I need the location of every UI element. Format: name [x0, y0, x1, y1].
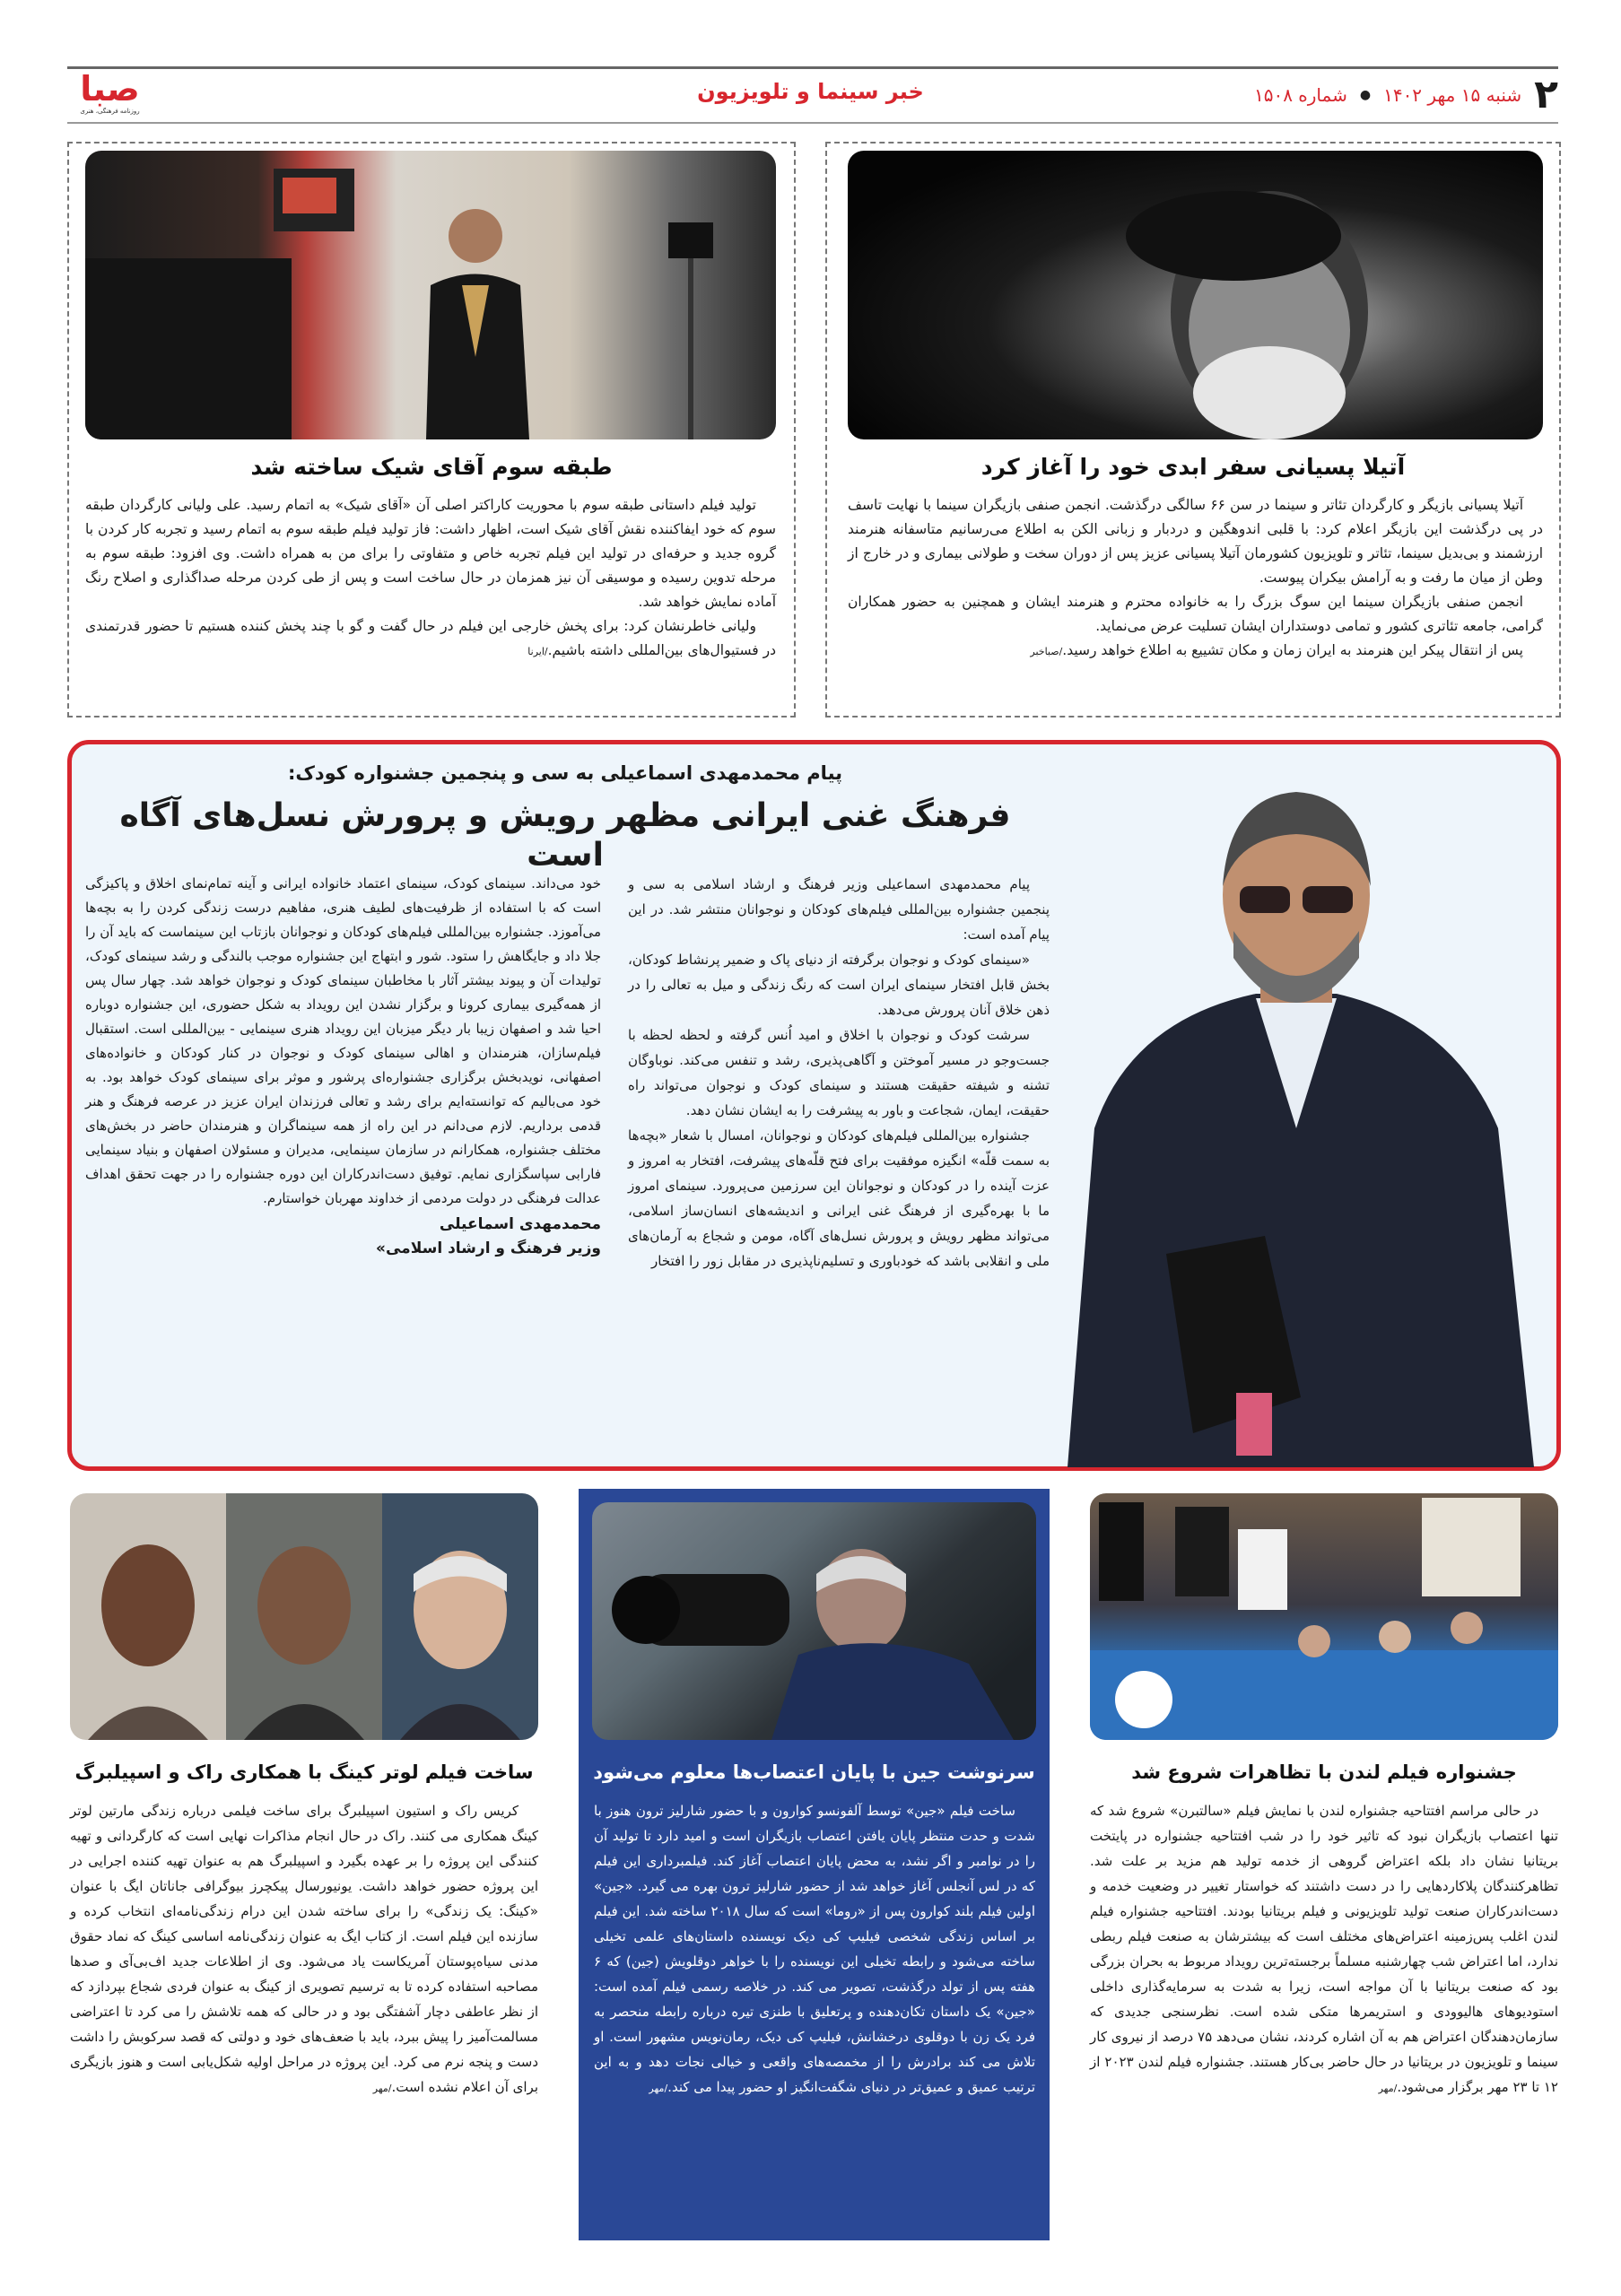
newspaper-logo [67, 70, 153, 115]
photo-london-protest [1090, 1493, 1558, 1740]
header-top-rule [67, 66, 1558, 69]
photo-three-portraits [70, 1493, 538, 1740]
article-body [594, 1798, 1035, 2101]
issue-date: شنبه ۱۵ مهر ۱۴۰۲ [1383, 84, 1522, 106]
logo-tagline: روزنامه فرهنگی، هنری [80, 108, 140, 115]
paragraph-text: پس از انتقال پیکر این هنرمند به ایران زمان و مکان تشییع به اطلاع خواهد رسید. [1062, 642, 1523, 658]
paragraph: «سینمای کودک و نوجوان برگرفته از دنیای پاک و ضمیر پرنشاط کودکان، بخش قابل افتخار سینمای ایران است که رنگ زندگی و میل به تعالی را در ذهن خلاق آنان پرورش می‌دهد. [628, 952, 1050, 1018]
article-title: سرنوشت جین با پایان اعتصاب‌ها معلوم می‌شود [593, 1761, 1035, 1783]
paragraph: آتیلا پسیانی بازیگر و کارگردان تئاتر و سینما در سن ۶۶ سالگی درگذشت. انجمن صنفی بازیگران سینما با نهایت تاسف در پی درگذشت این بازیگر اعلام کرد: با قلبی اندوهگین و دردبار و زبانی الکن به اطلاع می‌رسانیم متاسفانه هنرمند ارزشمند و بی‌بدیل سینما، تئاتر و تلویزیون کشورمان آتیلا پسیانی عزیز پس از دوران سخت و طولانی بیماری و در خارج از وطن از میان ما رفت و به آرامش بیکران پیوست. [848, 497, 1543, 586]
message-headline: فرهنگ غنی ایرانی مظهر رویش و پرورش نسل‌های آگاه است [119, 797, 1011, 874]
article-body [70, 1798, 538, 2101]
article-body [1090, 1798, 1558, 2101]
portrait-silhouette-icon [848, 151, 1543, 439]
paragraph [594, 1798, 1035, 2101]
article-body [85, 493, 776, 664]
photo-film-set [85, 151, 776, 439]
photo-cuaron-camera [592, 1502, 1036, 1740]
logo-text: صبا [80, 69, 140, 109]
issue-number: شماره ۱۵۰۸ [1253, 84, 1347, 106]
message-column-2 [85, 872, 601, 1261]
message-kicker: پیام محمدمهدی اسماعیلی به سی و پنجمین جشنواره کودک: [287, 762, 843, 784]
paragraph-text: در حالی مراسم افتتاحیه جشنواره لندن با نمایش فیلم «سالتبرن» شروع شد که تنها اعتصاب بازیگران نبود که تاثیر خود را در شب افتتاحیه جشنواره در پایتخت بریتانیا نشان داد بلکه اعتراض گروهی از خدمه تولید هم مزید بر علت شد. تظاهرکنندگان پلاکاردهایی را در دست داشتند که خواستار تغییر در وضعیت خدمه و دست‌اندرکاران صنعت تولید تلویزیونی و فیلم بریتانیا بودند. افتتاحیه جشنواره فیلم لندن اغلب پس‌زمینه اعتراض‌های مختلف است که بیشترشان به صنعت فیلم ربطی ندارد، اما اعتراض شب چهارشنبه مسلماً برجسته‌ترین رویداد مربوط به بحران بزرگی بود که صنعت بریتانیا با آن مواجه است، زیرا به شدت به سرمایه‌گذاری داخلی استودیوهای هالیوودی و استریمرها متکی شده است. نظرسنجی جدیدی که سازمان‌دهندگان اعتراض هم به آن اشاره کردند، نشان می‌دهد ۷۵ درصد از نیروی کار سینما و تلویزیون در بریتانیا در حال حاضر بی‌کار هستند. جشنواره فیلم لندن ۲۰۲۳ از ۱۲ تا ۲۳ مهر برگزار می‌شود. [1090, 1803, 1558, 2095]
news-source: /ایرنا [527, 646, 548, 657]
article-title: طبقه سوم آقای شیک ساخته شد [250, 454, 613, 480]
article-title: آتیلا پسیانی سفر ابدی خود را آغاز کرد [980, 454, 1406, 480]
photo-atila-pasyani [848, 151, 1543, 439]
news-source: /مهر [372, 2083, 392, 2094]
news-source: /مهر [1378, 2083, 1398, 2094]
paragraph: خود می‌داند. سینمای کودک، سینمای اعتماد خانواده ایرانی و آینه تمام‌نمای اخلاق و پاکیزگی است که با استفاده از ظرفیت‌های لطیف هنری، مفاهیم درست زندگی کردن را به بچه‌ها می‌آموزد. جشنواره بین‌المللی فیلم‌های کودکان و نوجوانان بازتاب این سینماست که باید آن را جلا داد و جایگاهش را ستود. شور و ابتهاج این جشنواره موجب بالندگی و رشد سینمای کودک، تولیدات آن و پیوند بیشتر آثار با مخاطبان سینمای کودک و نوجوان خواهد شد. چهار سال پس از همه‌گیری بیماری کرونا و برگزار نشدن این رویداد به شکل حضوری، این جشنواره دوباره احیا شد و اصفهان زیبا بار دیگر میزبان این رویداد هنری سینمایی - بین‌المللی است. استقبال فیلم‌سازان، هنرمندان و اهالی سینمای کودک و نوجوان در کنار کودکان و خانواده‌های اصفهانی، نویدبخش برگزاری جشنواره‌ای پرشور و موثر برای سینمای کودک خواهد بود. به خود می‌بالیم که توانسته‌ایم برای رشد و تعالی فرزندان ایران عزیز در عرصه فرهنگ و هنر قدمی برداریم. لازم می‌دانم در این راه از همه سینماگران و هنرمندان حاضر در بخش‌های مختلف جشنواره، همکارانم در سازمان سینمایی، مدیران و مسئولان اصفهان و بنیاد سینمایی فارابی سپاسگزاری نمایم. توفیق دست‌اندرکاران این دوره جشنواره را در جهت تحقق اهداف عدالت فرهنگی در دولت مردمی از خداوند مهربان خواستارم. [85, 875, 601, 1206]
paragraph-text: ولیانی خاطرنشان کرد: برای پخش خارجی این فیلم در حال گفت و گو با چند پخش کننده هستیم تا حضور قدرتمندی در فستیوال‌های بین‌المللی داشته باشیم. [85, 618, 776, 658]
protest-scene-icon [1090, 1493, 1558, 1740]
paragraph [1090, 1798, 1558, 2101]
paragraph [70, 1798, 538, 2101]
section-title: خبر سینما و تلویزیون [697, 79, 924, 104]
signature-title: وزیر فرهنگ و ارشاد اسلامی» [376, 1239, 601, 1257]
paragraph-text: ساخت فیلم «جین» توسط آلفونسو کوارون و با حضور شارلیز ترون هنوز با شدت و حدت منتظر پایان یافتن اعتصاب بازیگران است و امید دارد تا تولید آن را در نوامبر و اگر نشد، به محض پایان اعتصاب آغاز کند. فیلمبرداری این فیلم که در لس آنجلس آغاز خواهد شد از حضور شارلیز ترون بهره می گیرد. «جین» اولین فیلم بلند کوارون پس از «روما» است که سال ۲۰۱۸ ساخته شد. این فیلم بر اساس زندگی شخصی فیلیپ کی دیک نویسنده داستان‌های علمی تخیلی ساخته می‌شود و رابطه تخیلی این نویسنده را با خواهر دوقلویش (جین) که ۶ هفته پس از تولد درگذشت، تصویر می کند. در خلاصه رسمی فیلم آمده است: «جین» یک داستان تکان‌دهنده و پرتعلیق با طنزی تیره درباره رابطه منحصر به فرد یک زن با دوقلوی درخشانش، فیلیپ کی دیک، رمان‌نویس مشهور است. او تلاش می کند برادرش را از مخمصه‌های واقعی و خیالی نجات دهد و به این ترتیب عمیق و عمیق‌تر در دنیای شگفت‌انگیز او حضور پیدا می کند. [594, 1803, 1035, 2095]
paragraph [848, 639, 1543, 664]
paragraph: پیام محمدمهدی اسماعیلی وزیر فرهنگ و ارشاد اسلامی به سی و پنجمین جشنواره بین‌المللی فیلم‌های کودکان و نوجوانان منتشر شد. در این پیام آمده است: [628, 876, 1050, 943]
news-source: /صباخبر [1030, 646, 1063, 657]
photo-minister [1032, 752, 1556, 1467]
paragraph: سرشت کودک و نوجوان با اخلاق و امید اُنس گرفته و لحظه لحظه با جست‌وجو در مسیر آموختن و آگاهی‌پذیری، رشد و تنفس می‌کند. نوباوگان تشنه و شیفته حقیقت هستند و سینمای کودک و نوجوان می‌تواند راه حقیقت، ایمان، شجاعت و باور به پیشرفت را به ایشان نشان دهد. [628, 1027, 1050, 1118]
message-column-1 [628, 872, 1050, 1274]
paragraph: جشنواره بین‌المللی فیلم‌های کودکان و نوجوانان، امسال با شعار «بچه‌ها به سمت قلّه» انگیزه موفقیت برای فتح قلّه‌های پیشرفت، افتخار به امروز و عزت آینده را در کودکان و نوجوانان این سرزمین می‌پرورد. سینمای امروز ما با بهره‌گیری از فرهنگ غنی ایرانی و اندیشه‌های انسان‌ساز اسلامی، می‌تواند مظهر رویش و پرورش نسل‌های آگاه، مومن و شجاع به آرمان‌های ملی و انقلابی باشد که خودباوری و تسلیم‌ناپذیری در مقابل زور را افتخار [628, 1127, 1050, 1269]
paragraph: تولید فیلم داستانی طبقه سوم با محوریت کاراکتر اصلی آن «آقای شیک» به اتمام رسید. علی ولیانی کارگردان طبقه سوم که خود ایفاکننده نقش آقای شیک است، اظهار داشت: فاز تولید فیلم طبقه سوم به اتمام رسید و تجربه کار کردن با گروه جدید و حرفه‌ای در تولید این فیلم تجربه خاص و متفاوتی را برای من به همراه داشت. وی افزود: طبقه سوم به مرحله تدوین رسیده و موسیقی آن نیز همزمان در حال ساخت است و پس از طی کردن مرحله صداگذاری و اصلاح رنگ آماده نمایش خواهد شد. [85, 497, 776, 610]
news-source: /مهر [649, 2083, 668, 2094]
signature-name: محمدمهدی اسماعیلی [439, 1215, 601, 1233]
three-portraits-icon [70, 1493, 538, 1740]
article-title: ساخت فیلم لوتر کینگ با همکاری راک و اسپیلبرگ [74, 1761, 534, 1783]
bullet: ● [1359, 88, 1372, 102]
page-number: ۲ [1534, 72, 1558, 117]
cameraman-scene-icon [592, 1502, 1036, 1740]
paragraph-text: کریس راک و استیون اسپیلبرگ برای ساخت فیلمی درباره زندگی مارتین لوتر کینگ همکاری می کنند. راک در حال انجام مذاکرات نهایی است که کارگردانی و تهیه کنندگی این پروژه را بر عهده بگیرد و اسپیلبرگ هم به عنوان تهیه کننده اجرایی در این پروژه حضور خواهد داشت. یونیورسال پیکچرز بیوگرافی جاناتان ایگ با عنوان «کینگ: یک زندگی» را برای ساخته شدن این درام زندگی‌نامه‌ای انتخاب کرده و سازنده این فیلم است. از کتاب ایگ به عنوان زندگی‌نامه اساسی کینگ که نماد حقوق مدنی سیاه‌پوستان آمریکاست یاد می‌شود. وی از اطلاعات جدید اف‌بی‌آی و صدها مصاحبه استفاده کرده تا به ترسیم تصویری از کینگ به عنوان فردی شجاع بپردازد که از نظر عاطفی دچار آشفتگی بود و در حالی که همه تلاشش را می کرد تا اعتراضی مسالمت‌آمیز را پیش ببرد، باید با ضعف‌های خود و دولتی که قصد سرکوبش را داشت دست و پنجه نرم می کرد. این پروژه در مراحل اولیه شکل‌یابی است و هنوز بازیگری برای آن اعلام نشده است. [70, 1803, 538, 2095]
minister-cutout-icon [1032, 752, 1556, 1467]
header-bottom-rule [67, 122, 1558, 124]
paragraph [85, 614, 776, 664]
article-body [848, 493, 1543, 664]
header-issue-info [1254, 74, 1558, 117]
paragraph: انجمن صنفی بازیگران سینما این سوگ بزرگ را به خانواده محترم و هنرمند ایشان و همچنین به حضور همکاران گرامی، جامعه تئاتری کشور و تمامی دوستداران ایشان تسلیت عرض می‌نماید. [848, 594, 1543, 634]
film-set-scene-icon [85, 151, 776, 439]
article-title: جشنواره فیلم لندن با تظاهرات شروع شد [1131, 1761, 1517, 1783]
